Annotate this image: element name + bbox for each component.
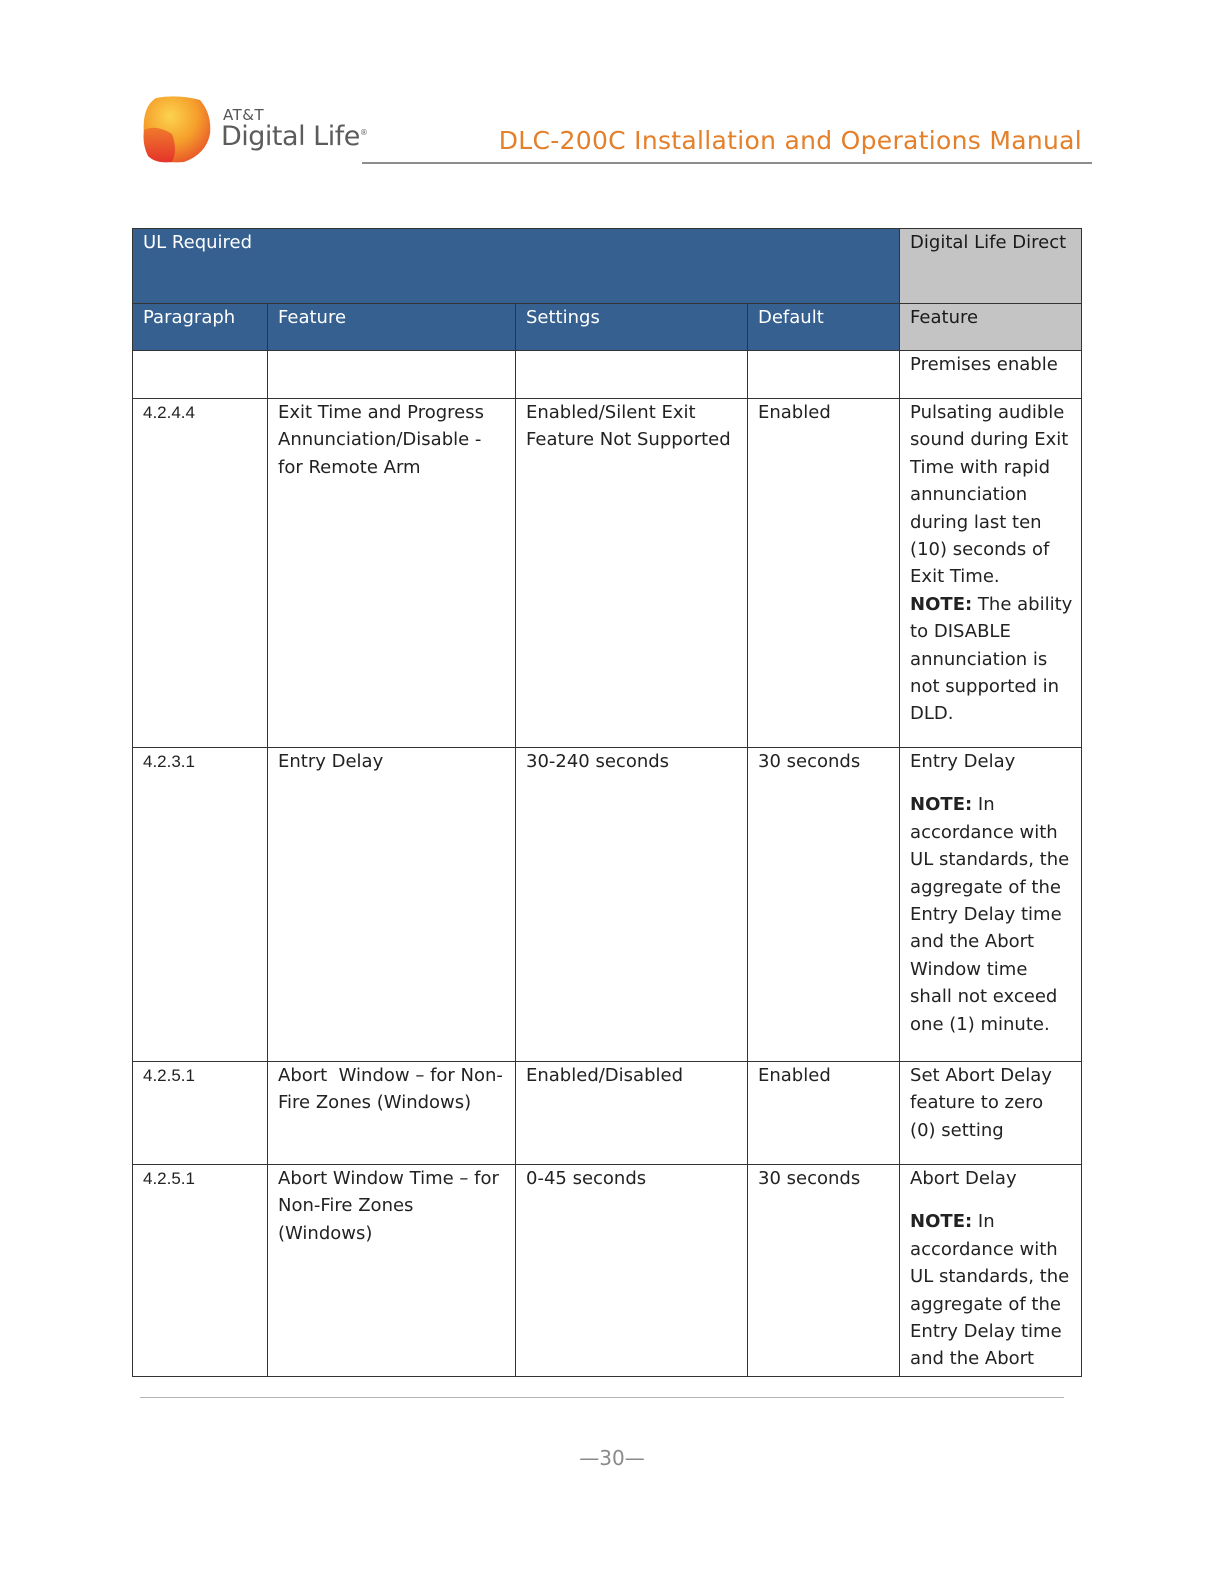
cell-empty [516, 351, 748, 399]
cell-dld-feature: Premises enable [900, 351, 1082, 399]
note-label: NOTE: [910, 794, 973, 816]
logo-registered-mark: ® [359, 128, 368, 137]
cell-empty [268, 351, 516, 399]
cell-dld-feature [900, 399, 1082, 748]
cell-paragraph: 4.2.5.1 [133, 1165, 268, 1377]
dld-note [910, 1208, 1073, 1372]
dld-description: Abort Delay [910, 1168, 1017, 1189]
cell-feature: Entry Delay [268, 748, 516, 1062]
logo-product-text [221, 121, 367, 152]
cell-dld-feature [900, 1165, 1082, 1377]
dld-note [910, 791, 1073, 1038]
table-group-header-row [133, 229, 1082, 304]
table-row [133, 748, 1082, 1062]
dld-note [910, 591, 1073, 728]
cell-settings: Enabled/Silent Exit Feature Not Supported [516, 399, 748, 748]
ul-required-header: UL Required [133, 229, 900, 304]
column-header-paragraph: Paragraph [133, 304, 268, 351]
note-text: In accordance with UL standards, the aggregate of the Entry Delay time and the Abort Window time shall not exceed one (1) minute. [910, 794, 1070, 1035]
document-title: DLC-200C Installation and Operations Manual [498, 126, 1082, 155]
note-label: NOTE: [910, 1211, 973, 1233]
cell-settings: Enabled/Disabled [516, 1062, 748, 1165]
cell-default: 30 seconds [748, 1165, 900, 1377]
table-row [133, 1062, 1082, 1165]
cell-paragraph: 4.2.5.1 [133, 1062, 268, 1165]
column-header-dld-feature: Feature [900, 304, 1082, 351]
table-column-header-row [133, 304, 1082, 351]
att-globe-logo-icon [142, 94, 212, 164]
header-divider [362, 162, 1092, 164]
dld-description: Entry Delay [910, 751, 1016, 772]
cell-empty [133, 351, 268, 399]
logo-brand-text: AT&T [223, 106, 265, 124]
logo-product-name: Digital Life [221, 121, 360, 152]
page-number: —30— [579, 1446, 645, 1470]
column-header-feature: Feature [268, 304, 516, 351]
note-text: In accordance with UL standards, the aggregate of the Entry Delay time and the Abort [910, 1211, 1070, 1370]
cell-default: Enabled [748, 399, 900, 748]
cell-feature: Exit Time and Progress Annunciation/Disable - for Remote Arm [268, 399, 516, 748]
table-row-continued [133, 351, 1082, 399]
cell-paragraph: 4.2.4.4 [133, 399, 268, 748]
cell-settings: 0-45 seconds [516, 1165, 748, 1377]
cell-default: Enabled [748, 1062, 900, 1165]
cell-dld-feature [900, 1062, 1082, 1165]
cell-paragraph: 4.2.3.1 [133, 748, 268, 1062]
cell-empty [748, 351, 900, 399]
cell-settings: 30-240 seconds [516, 748, 748, 1062]
note-label: NOTE: [910, 593, 973, 615]
digital-life-direct-header: Digital Life Direct [900, 229, 1082, 304]
paragraph-gap [910, 1192, 1073, 1208]
dld-description: Pulsating audible sound during Exit Time with rapid annunciation during last ten (10) seconds of Exit Time. [910, 402, 1069, 588]
cell-feature: Abort Window Time – for Non-Fire Zones (Windows) [268, 1165, 516, 1377]
footer-divider [140, 1397, 1064, 1398]
table-row [133, 399, 1082, 748]
column-header-default: Default [748, 304, 900, 351]
dld-description: Set Abort Delay feature to zero (0) setting [910, 1065, 1052, 1141]
cell-feature: Abort Window – for Non-Fire Zones (Windows) [268, 1062, 516, 1165]
cell-default: 30 seconds [748, 748, 900, 1062]
note-text: The ability to DISABLE annunciation is not supported in DLD. [910, 593, 1073, 725]
ul-requirements-table [132, 228, 1082, 1377]
table-row [133, 1165, 1082, 1377]
column-header-settings: Settings [516, 304, 748, 351]
paragraph-gap [910, 775, 1073, 791]
page-header [140, 92, 1092, 166]
cell-dld-feature [900, 748, 1082, 1062]
